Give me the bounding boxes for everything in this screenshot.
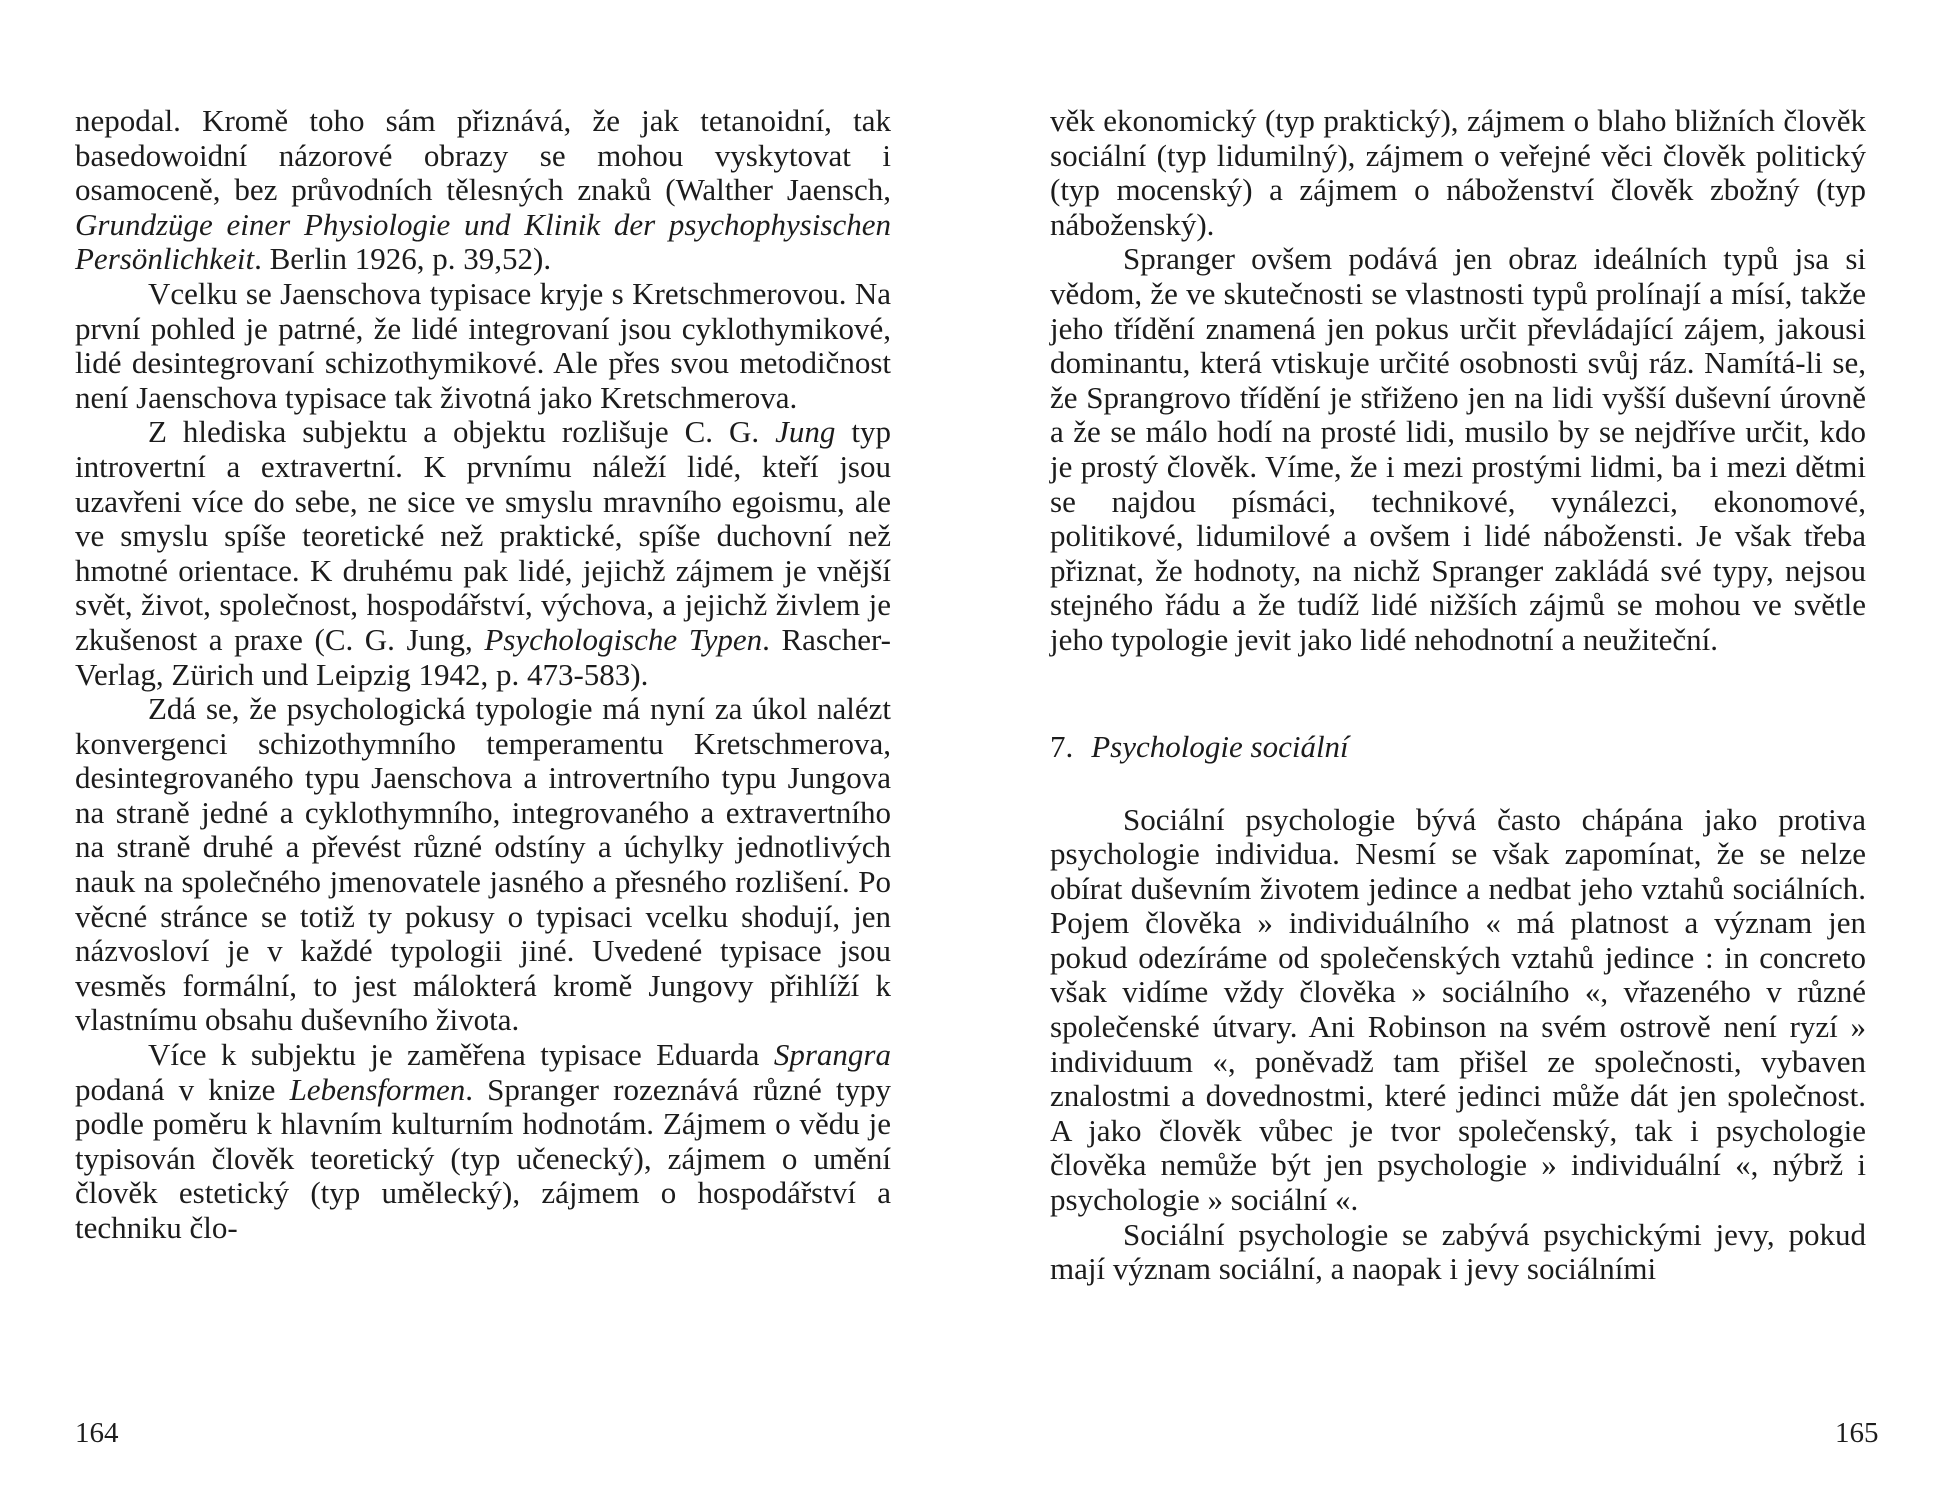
- paragraph: [75, 1038, 891, 1246]
- italic-text: Lebensformen: [289, 1071, 466, 1107]
- text-run: Sociální psychologie se zabývá psychickými jevy, pokud mají význam sociální, a naopak i jevy sociálními: [1050, 1216, 1866, 1287]
- paragraph: [75, 415, 891, 692]
- italic-text: Psychologische Typen: [484, 621, 763, 657]
- text-run: typ introvertní a extravertní. K prvnímu náleží lidé, kteří jsou uzavřeni více do sebe, ne sice ve smyslu mravního egoismu, ale ve smyslu spíše teoretické než praktické, spíše duchovní než hmotné orientace. K druhému pak lidé, jejichž zájmem je vnější svět, život, společnost, hospodářství, výchova, a jejichž živlem je zkušenost a praxe (C. G. Jung,: [75, 414, 891, 657]
- text-run: nepodal. Kromě toho sám přiznává, že jak tetanoidní, tak basedowoidní názorové obrazy se mohou vyskytovat i osamoceně, bez průvodních tělesných znaků (Walther Jaensch,: [75, 103, 891, 208]
- text-run: . Spranger rozeznává různé typy podle poměru k hlavním kulturním hodnotám. Zájmem o vědu je typisován člověk teoretický (typ učenecký), zájmem o umění člověk estetický (typ umělecký), zájmem o hospodářství a techniku člo-: [75, 1071, 891, 1245]
- text-run: Sociální psychologie bývá často chápána jako protiva psychologie individua. Nesmí se však zapomínat, že se nelze obírat duševním životem jedince a nedbat jeho vztahů sociálních. Pojem člověka » individuálního « má platnost a význam jen pokud odezíráme od společenských vztahů jedince : in concreto však vidíme vždy člověka » sociálního «, vřazeného v různé společenské útvary. Ani Robinson na svém ostrově není ryzí » individuum «, poněvadž tam přišel ze společnosti, vybaven znalostmi a dovednostmi, které jedinci může dát jen společnost. A jako člověk vůbec je tvor společenský, tak i psychologie člověka nemůže být jen psychologie » individuální «, nýbrž i psychologie » sociální «.: [1050, 801, 1866, 1218]
- italic-text: Grundzüge einer Physiologie und Klinik der psychophysischen Persönlichkeit: [75, 206, 891, 277]
- right-page-text-top: [1050, 104, 1866, 658]
- right-page-text-bottom: [1050, 803, 1866, 1287]
- section-heading: [1050, 729, 1866, 764]
- italic-text: Sprangra: [773, 1037, 891, 1073]
- page-number-left: 164: [75, 1417, 119, 1449]
- page-number-right: 165: [1835, 1417, 1879, 1449]
- text-run: podaná v knize: [75, 1071, 290, 1107]
- text-run: . Berlin 1926, p. 39,52).: [254, 241, 552, 277]
- paragraph: [1050, 803, 1866, 1218]
- text-run: Zdá se, že psychologická typologie má nyní za úkol nalézt konvergenci schizothymního temperamentu Kretschmerova, desintegrovaného typu Jaenschova a introvertního typu Jungova na straně jedné a cyklothymního, integrovaného a extravertního na straně druhé a převést různé odstíny a úchylky jednotlivých nauk na společného jmenovatele jasného a přesného rozlišení. Po věcné stránce se totiž ty pokusy o typisaci vcelku shodují, jen názvosloví je v každé typologii jiné. Uvedené typisace jsou vesměs formální, to jest málokterá kromě Jungovy přihlíží k vlastnímu obsahu duševního života.: [75, 691, 891, 1038]
- paragraph: [75, 104, 891, 277]
- section-title: Psychologie sociální: [1091, 728, 1349, 764]
- paragraph: [1050, 1218, 1866, 1287]
- text-run: Z hlediska subjektu a objektu rozlišuje C. G.: [148, 414, 776, 450]
- paragraph: [75, 692, 891, 1038]
- left-page: [75, 104, 891, 1246]
- text-run: Více k subjektu je zaměřena typisace Eduarda: [148, 1037, 774, 1073]
- text-run: . Rascher-Verlag, Zürich und Leipzig 1942, p. 473-583).: [75, 621, 891, 692]
- text-run: věk ekonomický (typ praktický), zájmem o blaho bližních člověk sociální (typ lidumilný), zájmem o veřejné věci člověk politický (typ mocenský) a zájmem o náboženství člověk zbožný (typ náboženský).: [1050, 103, 1866, 242]
- paragraph: [1050, 242, 1866, 657]
- section-number: 7.: [1050, 728, 1074, 764]
- left-page-text: [75, 104, 891, 1246]
- paragraph: [75, 277, 891, 415]
- italic-text: Jung: [775, 414, 836, 450]
- right-page: [1050, 104, 1866, 1287]
- text-run: Spranger ovšem podává jen obraz ideálních typů jsa si vědom, že ve skutečnosti se vlastnosti typů prolínají a mísí, takže jeho třídění znamená jen pokus určit převládající zájem, jakousi dominantu, která vtiskuje určité osobnosti svůj ráz. Namítá-li se, že Sprangrovo třídění je střiženo jen na lidi vyšší duševní úrovně a že se málo hodí na prosté lidi, musilo by se nejdříve určit, kdo je prostý člověk. Víme, že i mezi prostými lidmi, ba i mezi dětmi se najdou písmáci, technikové, vynálezci, ekonomové, politikové, lidumilové a ovšem i lidé nábožensti. Je však třeba přiznat, že hodnoty, na nichž Spranger zakládá své typy, nejsou stejného řádu a že tudíž lidé nižších zájmů se mohou ve světle jeho typologie jevit jako lidé nehodnotní a neužiteční.: [1050, 241, 1866, 657]
- paragraph: [1050, 104, 1866, 242]
- text-run: Vcelku se Jaenschova typisace kryje s Kretschmerovou. Na první pohled je patrné, že lidé integrovaní jsou cyklothymikové, lidé desintegrovaní schizothymikové. Ale přes svou metodičnost není Jaenschova typisace tak životná jako Kretschmerova.: [75, 275, 891, 415]
